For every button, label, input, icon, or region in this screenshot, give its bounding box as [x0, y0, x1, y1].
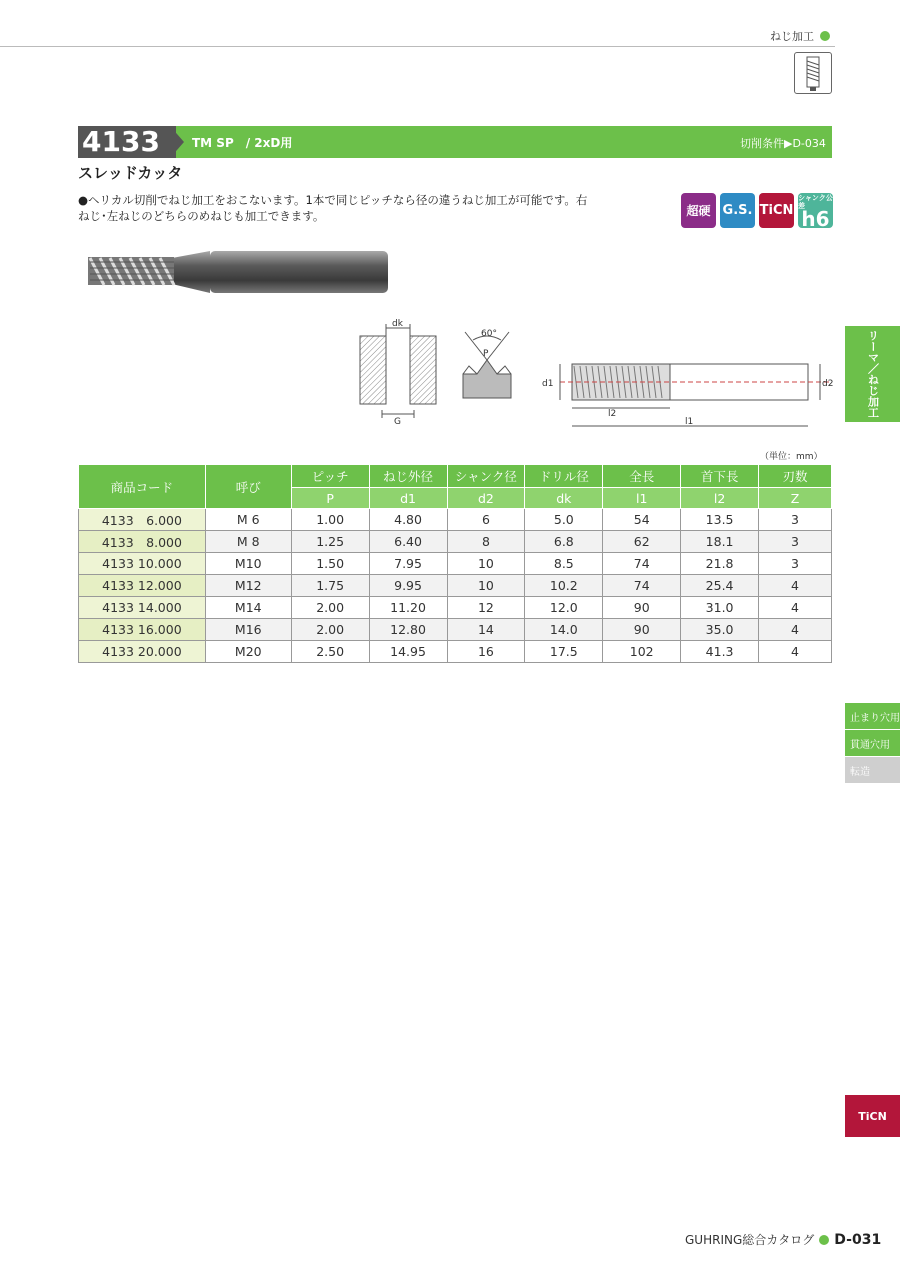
cell: 25.4: [681, 575, 759, 597]
angle-label: 60°: [481, 329, 497, 339]
ticn-badge: TiCN: [759, 193, 794, 228]
cell: 12: [447, 597, 525, 619]
sub-neck: l2: [681, 488, 759, 509]
h6-badge-text: h6: [801, 206, 830, 231]
cell: 31.0: [681, 597, 759, 619]
cell: 2.50: [291, 641, 369, 663]
dk-label: dk: [392, 319, 403, 329]
sub-total: l1: [603, 488, 681, 509]
header-pitch: ピッチ: [291, 465, 369, 488]
category-text: ねじ加工: [770, 30, 814, 43]
green-dot-icon: [819, 1235, 829, 1245]
l2-label: l2: [608, 409, 617, 419]
header-drill: ドリル径: [525, 465, 603, 488]
table-row: [79, 619, 832, 641]
cell: 74: [603, 575, 681, 597]
cell: M12: [205, 575, 291, 597]
tab-through-hole[interactable]: 貫通穴用: [845, 730, 900, 756]
cell: 5.0: [525, 509, 603, 531]
cell: 8: [447, 531, 525, 553]
header-od: ねじ外径: [369, 465, 447, 488]
cell: 1.50: [291, 553, 369, 575]
tool-photo: [80, 248, 390, 300]
cell: 90: [603, 619, 681, 641]
cell: 1.25: [291, 531, 369, 553]
catalog-name: GUHRING総合カタログ: [685, 1233, 815, 1247]
cell: M20: [205, 641, 291, 663]
cell: 74: [603, 553, 681, 575]
cell: 35.0: [681, 619, 759, 641]
tab-ticn[interactable]: TiCN: [845, 1095, 900, 1137]
header-neck: 首下長: [681, 465, 759, 488]
cell: 102: [603, 641, 681, 663]
cell: 8.5: [525, 553, 603, 575]
green-dot-icon: [820, 31, 830, 41]
cell: 18.1: [681, 531, 759, 553]
cell: 54: [603, 509, 681, 531]
product-number: 4133: [78, 126, 176, 158]
header-teeth: 刃数: [759, 465, 832, 488]
cell-code: 4133 6.000: [79, 509, 206, 531]
pitch-label: P: [483, 349, 489, 359]
cell: 4: [759, 641, 832, 663]
cell: 16: [447, 641, 525, 663]
sub-teeth: Z: [759, 488, 832, 509]
cutting-conditions-link[interactable]: 切削条件▶D-034: [740, 137, 826, 150]
cell: M 8: [205, 531, 291, 553]
cell: 11.20: [369, 597, 447, 619]
cell: 10: [447, 575, 525, 597]
cell: 12.80: [369, 619, 447, 641]
cell-code: 4133 14.000: [79, 597, 206, 619]
tool-dimension-diagram: [540, 342, 840, 438]
cell: 6.40: [369, 531, 447, 553]
l1-label: l1: [685, 417, 694, 427]
cell: 9.95: [369, 575, 447, 597]
cell: 6: [447, 509, 525, 531]
product-subtitle: TM SP / 2xD用: [192, 136, 293, 150]
cell: M 6: [205, 509, 291, 531]
h6-badge: [798, 193, 833, 231]
page-number: D-031: [834, 1231, 882, 1248]
cell: 90: [603, 597, 681, 619]
header-shank: シャンク径: [447, 465, 525, 488]
header-call: 呼び: [205, 465, 291, 509]
cell: 4.80: [369, 509, 447, 531]
header-divider: [0, 46, 835, 47]
product-description: ●ヘリカル切削でねじ加工をおこないます。1本で同じピッチなら径の違うねじ加工が可能です。右ねじ･左ねじのどちらのめねじも加工できます。: [78, 193, 588, 223]
cell: 4: [759, 619, 832, 641]
cell: 1.00: [291, 509, 369, 531]
cell: 17.5: [525, 641, 603, 663]
tap-tool-icon: [794, 52, 832, 94]
cell: M16: [205, 619, 291, 641]
category-label: [760, 28, 830, 44]
sub-drill: dk: [525, 488, 603, 509]
tab-reamer-threading[interactable]: リーマ／ねじ加工: [845, 326, 900, 422]
cell: 2.00: [291, 597, 369, 619]
tab-blind-hole[interactable]: 止まり穴用: [845, 703, 900, 729]
cell: M10: [205, 553, 291, 575]
feature-badges: [681, 193, 833, 231]
hole-section-diagram: [352, 318, 444, 432]
sub-od: d1: [369, 488, 447, 509]
d1-label: d1: [542, 379, 554, 389]
g-label: G: [394, 417, 401, 427]
sub-shank: d2: [447, 488, 525, 509]
cell: 1.75: [291, 575, 369, 597]
cell: 3: [759, 531, 832, 553]
number-arrow: [170, 126, 184, 158]
cell-code: 4133 20.000: [79, 641, 206, 663]
table-row: [79, 597, 832, 619]
cell-code: 4133 8.000: [79, 531, 206, 553]
carbide-badge: 超硬: [681, 193, 716, 228]
table-row: [79, 509, 832, 531]
cell: M14: [205, 597, 291, 619]
cell: 21.8: [681, 553, 759, 575]
cell: 14.0: [525, 619, 603, 641]
cell: 10.2: [525, 575, 603, 597]
header-code: 商品コード: [79, 465, 206, 509]
table-row: [79, 641, 832, 663]
cell-code: 4133 10.000: [79, 553, 206, 575]
table-row: [79, 531, 832, 553]
spec-table: [78, 464, 832, 663]
thread-profile-diagram: [455, 322, 525, 406]
cell: 2.00: [291, 619, 369, 641]
table-row: [79, 553, 832, 575]
cell: 6.8: [525, 531, 603, 553]
cell: 41.3: [681, 641, 759, 663]
sub-pitch: P: [291, 488, 369, 509]
cell: 13.5: [681, 509, 759, 531]
page-footer: [685, 1231, 881, 1248]
cell-code: 4133 16.000: [79, 619, 206, 641]
h6-badge-caption: シャンク公差: [798, 193, 833, 210]
cell: 62: [603, 531, 681, 553]
cell: 3: [759, 509, 832, 531]
d2-label: d2: [822, 379, 834, 389]
cell: 14: [447, 619, 525, 641]
unit-note: （単位：mm）: [760, 452, 823, 462]
cell: 4: [759, 597, 832, 619]
header-total: 全長: [603, 465, 681, 488]
table-row: [79, 575, 832, 597]
cell: 7.95: [369, 553, 447, 575]
cell: 14.95: [369, 641, 447, 663]
cell: 3: [759, 553, 832, 575]
product-name: スレッドカッタ: [78, 164, 183, 182]
cell: 4: [759, 575, 832, 597]
tab-rolling[interactable]: 転造: [845, 757, 900, 783]
cell: 12.0: [525, 597, 603, 619]
cell: 10: [447, 553, 525, 575]
cell-code: 4133 12.000: [79, 575, 206, 597]
gs-badge: G.S.: [720, 193, 755, 228]
